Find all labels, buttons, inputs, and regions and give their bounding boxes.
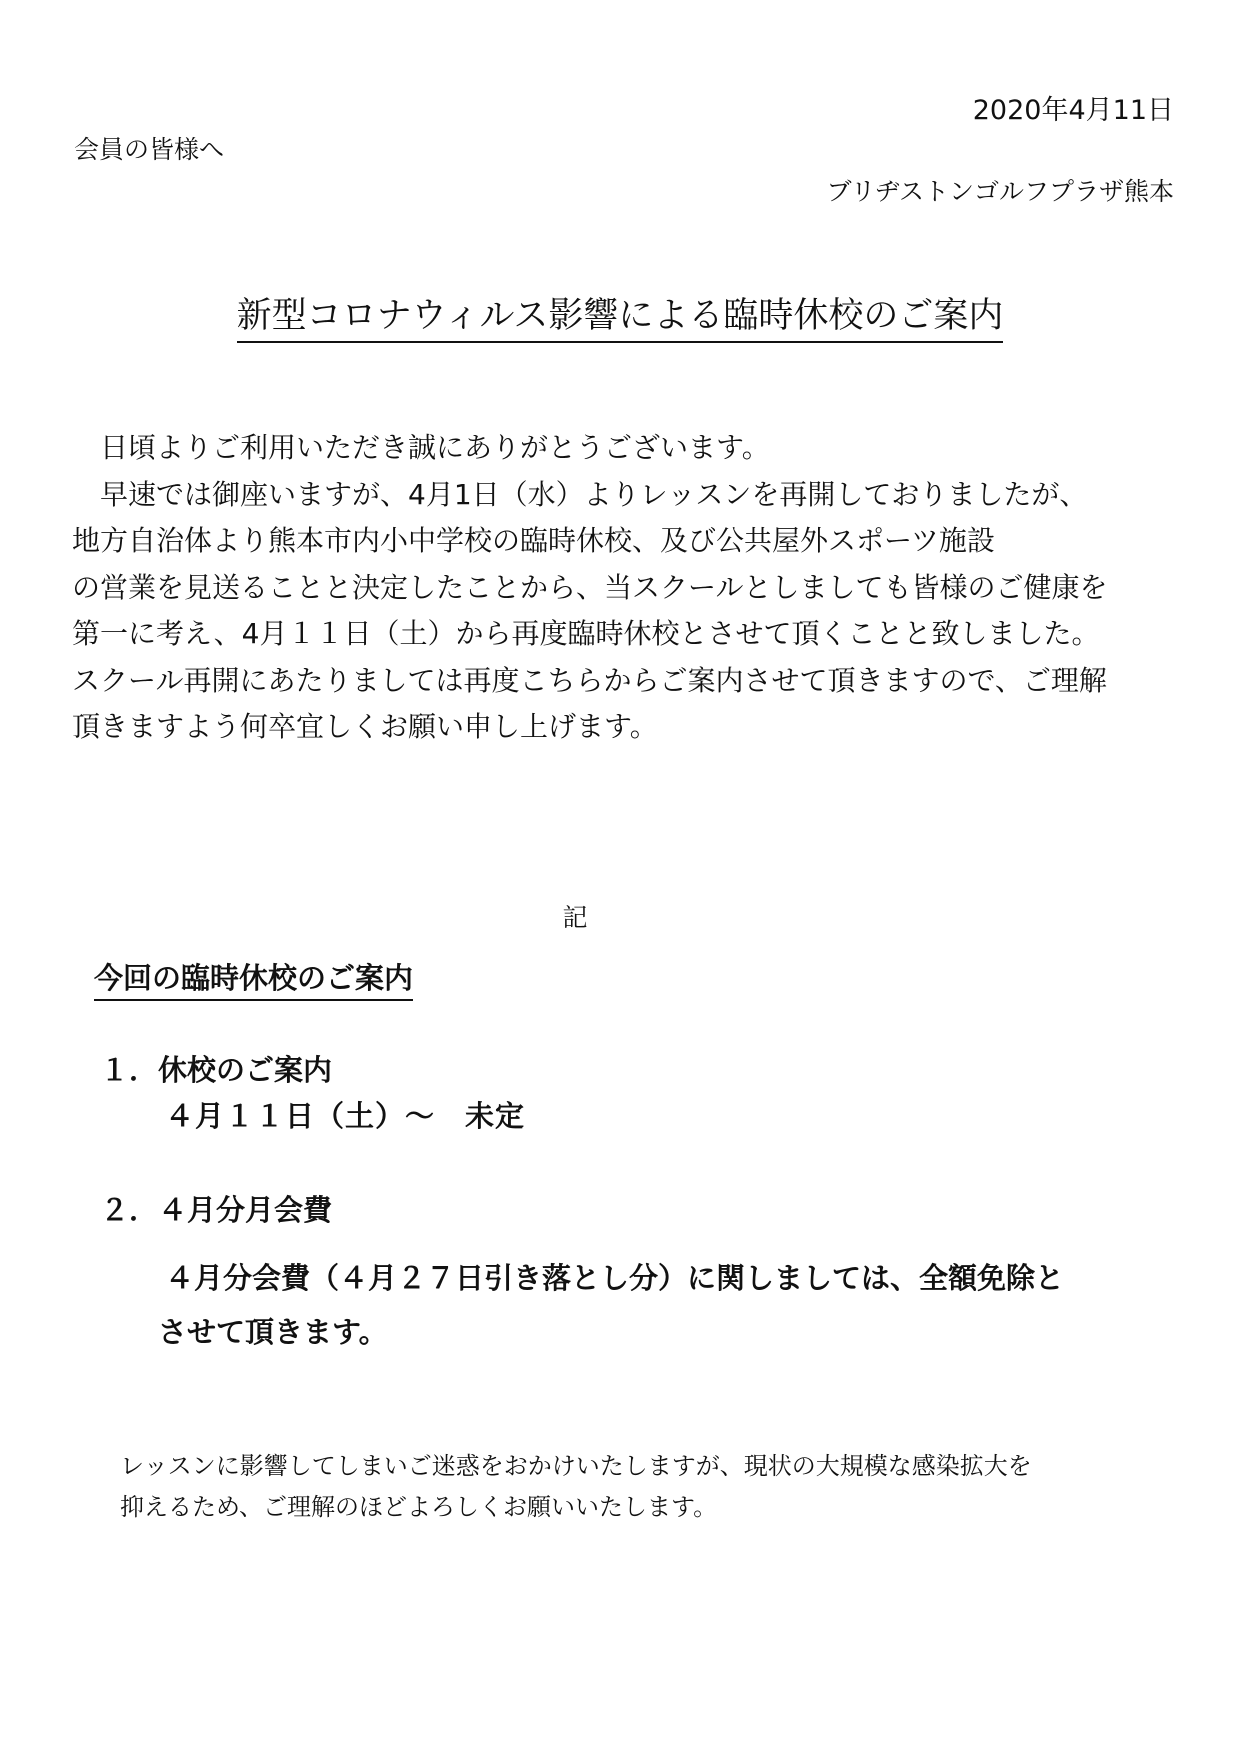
body-line: 地方自治体より熊本市内小中学校の臨時休校、及び公共屋外スポーツ施設 bbox=[72, 524, 995, 557]
item-2-detail: ４月分会費（４月２７日引き落とし分）に関しましては、全額免除と bbox=[165, 1261, 1065, 1295]
body-text bbox=[72, 425, 1107, 751]
ki-marker: 記 bbox=[562, 903, 588, 932]
body-line: スクール再開にあたりましては再度こちらからご案内させて頂きますので、ご理解 bbox=[72, 663, 1107, 697]
section-heading-text: 今回の臨時休校のご案内 bbox=[94, 956, 413, 1001]
section-heading bbox=[94, 956, 413, 1001]
document-title-text: 新型コロナウィルス影響による臨時休校のご案内 bbox=[237, 288, 1004, 343]
document-title bbox=[0, 288, 1240, 343]
body-line: 頂きますよう何卒宜しくお願い申し上げます。 bbox=[72, 710, 658, 743]
item-1-detail: ４月１１日（土）～ 未定 bbox=[165, 1099, 526, 1133]
sender-name: ブリヂストンゴルフプラザ熊本 bbox=[826, 177, 1174, 206]
body-line: 日頃よりご利用いただき誠にありがとうございます。 bbox=[72, 431, 770, 464]
body-line: 第一に考え、4月１１日（土）から再度臨時休校とさせて頂くことと致しました。 bbox=[72, 617, 1100, 650]
item-1-title: １．休校のご案内 bbox=[100, 1053, 333, 1087]
addressee: 会員の皆様へ bbox=[74, 135, 225, 164]
closing-line: レッスンに影響してしまいご迷惑をおかけいたしますが、現状の大規模な感染拡大を bbox=[120, 1452, 1032, 1480]
body-line: 早速では御座いますが、4月1日（水）よりレッスンを再開しておりましたが、 bbox=[72, 477, 1088, 511]
item-2-detail: させて頂きます。 bbox=[158, 1315, 388, 1349]
closing-text bbox=[120, 1446, 1032, 1528]
closing-line: 抑えるため、ご理解のほどよろしくお願いいたします。 bbox=[120, 1493, 718, 1521]
document-date: 2020年4月11日 bbox=[972, 95, 1174, 126]
body-line: の営業を見送ることと決定したことから、当スクールとしましても皆様のご健康を bbox=[72, 570, 1108, 604]
item-2-title: ２．４月分月会費 bbox=[100, 1193, 333, 1227]
